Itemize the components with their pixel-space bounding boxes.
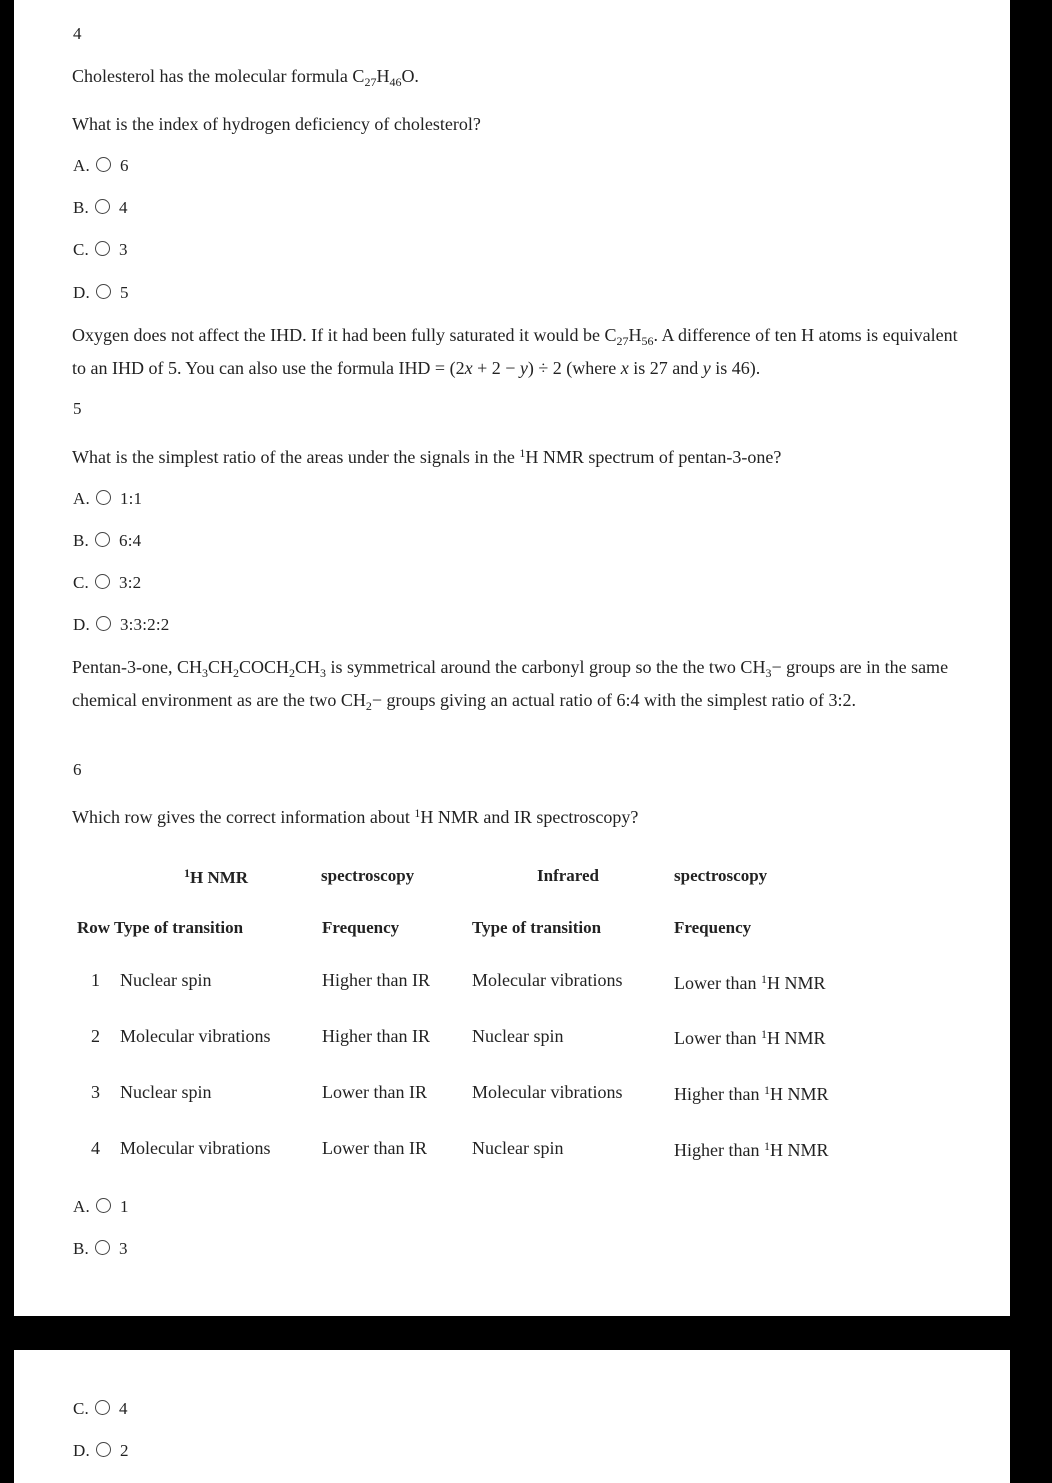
question-number: 6	[73, 760, 82, 779]
table-cell-nmr-frequency: Lower than IR	[322, 1138, 427, 1158]
table-cell-ir-frequency: Higher than $^1$H NMR	[674, 1083, 829, 1104]
table-col-header-ir-type: Type of transition	[472, 918, 602, 937]
document-page-1	[14, 0, 1010, 1316]
radio-circle-icon[interactable]	[96, 157, 111, 172]
table-cell-nmr-frequency: Lower than IR	[322, 1082, 427, 1102]
table-group-header-nmr-spectroscopy: spectroscopy	[321, 866, 415, 885]
table-group-header-nmr: $^1$H NMR	[184, 866, 249, 887]
question-intro: Cholesterol has the molecular formula $C_{27}H_{46}O$.	[72, 66, 419, 89]
table-cell-ir-type: Molecular vibrations	[472, 1082, 623, 1102]
option-b[interactable]: B. 3	[73, 1239, 128, 1258]
radio-circle-icon[interactable]	[95, 241, 110, 256]
table-cell-nmr-type: Nuclear spin	[120, 970, 212, 990]
table-cell-nmr-type: Molecular vibrations	[120, 1138, 271, 1158]
option-c[interactable]: C. 4	[73, 1399, 128, 1418]
table-cell-ir-type: Nuclear spin	[472, 1026, 564, 1046]
table-col-header-row-type: Row Type of transition	[77, 918, 244, 937]
explanation: Oxygen does not affect the IHD. If it had been fully saturated it would be $C_{27}H_{56}$. A difference of ten H atoms is equivalent to an IHD of 5. You can also use the formula IHD = (2x + 2 − y) ÷ 2 (where x is 27 and y is 46).	[72, 325, 958, 378]
radio-circle-icon[interactable]	[95, 199, 110, 214]
question-stem: What is the index of hydrogen deficiency of cholesterol?	[72, 114, 481, 134]
option-b[interactable]: B. 6:4	[73, 531, 142, 550]
question-stem: What is the simplest ratio of the areas under the signals in the $^1$H NMR spectrum of pentan-3-one?	[72, 446, 782, 467]
radio-circle-icon[interactable]	[96, 284, 111, 299]
table-cell-ir-type: Molecular vibrations	[472, 970, 623, 990]
radio-circle-icon[interactable]	[96, 616, 111, 631]
table-cell-nmr-type: Nuclear spin	[120, 1082, 212, 1102]
option-a[interactable]: A. 1:1	[73, 489, 143, 508]
option-a[interactable]: A. 6	[73, 156, 129, 175]
table-group-header-ir-spectroscopy: spectroscopy	[674, 866, 768, 885]
table-cell-row-number: 2	[91, 1026, 100, 1046]
table-cell-ir-frequency: Lower than $^1$H NMR	[674, 1027, 826, 1048]
question-number: 4	[73, 24, 82, 43]
option-d[interactable]: D. 3:3:2:2	[73, 615, 170, 634]
radio-circle-icon[interactable]	[95, 532, 110, 547]
radio-circle-icon[interactable]	[96, 490, 111, 505]
explanation: Pentan-3-one, $CH_3CH_2COCH_2CH_3$ is symmetrical around the carbonyl group so the the two $CH_3-$ groups are in the same chemical environment as are the two $CH_2-$ groups giving an actual ratio of 6:4 with the simplest ratio of 3:2.	[72, 657, 949, 713]
option-a[interactable]: A. 1	[73, 1197, 129, 1216]
table-cell-row-number: 4	[91, 1138, 100, 1158]
option-d[interactable]: D. 2	[73, 1441, 129, 1460]
table-cell-nmr-type: Molecular vibrations	[120, 1026, 271, 1046]
radio-circle-icon[interactable]	[95, 1400, 110, 1415]
table-col-header-ir-frequency: Frequency	[674, 918, 752, 937]
option-b[interactable]: B. 4	[73, 198, 128, 217]
question-stem: Which row gives the correct information about $^1$H NMR and IR spectroscopy?	[72, 806, 639, 827]
table-cell-row-number: 3	[91, 1082, 100, 1102]
table-cell-nmr-frequency: Higher than IR	[322, 970, 430, 990]
option-c[interactable]: C. 3	[73, 240, 128, 259]
option-c[interactable]: C. 3:2	[73, 573, 142, 592]
question-number: 5	[73, 399, 82, 418]
table-cell-ir-frequency: Higher than $^1$H NMR	[674, 1139, 829, 1160]
table-cell-ir-frequency: Lower than $^1$H NMR	[674, 972, 826, 993]
radio-circle-icon[interactable]	[96, 1198, 111, 1213]
document-page-2	[14, 1350, 1010, 1483]
table-cell-ir-type: Nuclear spin	[472, 1138, 564, 1158]
table-group-header-infrared: Infrared	[537, 866, 600, 885]
radio-circle-icon[interactable]	[95, 574, 110, 589]
table-cell-nmr-frequency: Higher than IR	[322, 1026, 430, 1046]
option-d[interactable]: D. 5	[73, 283, 129, 302]
radio-circle-icon[interactable]	[96, 1442, 111, 1457]
table-col-header-frequency: Frequency	[322, 918, 400, 937]
radio-circle-icon[interactable]	[95, 1240, 110, 1255]
table-cell-row-number: 1	[91, 970, 100, 990]
